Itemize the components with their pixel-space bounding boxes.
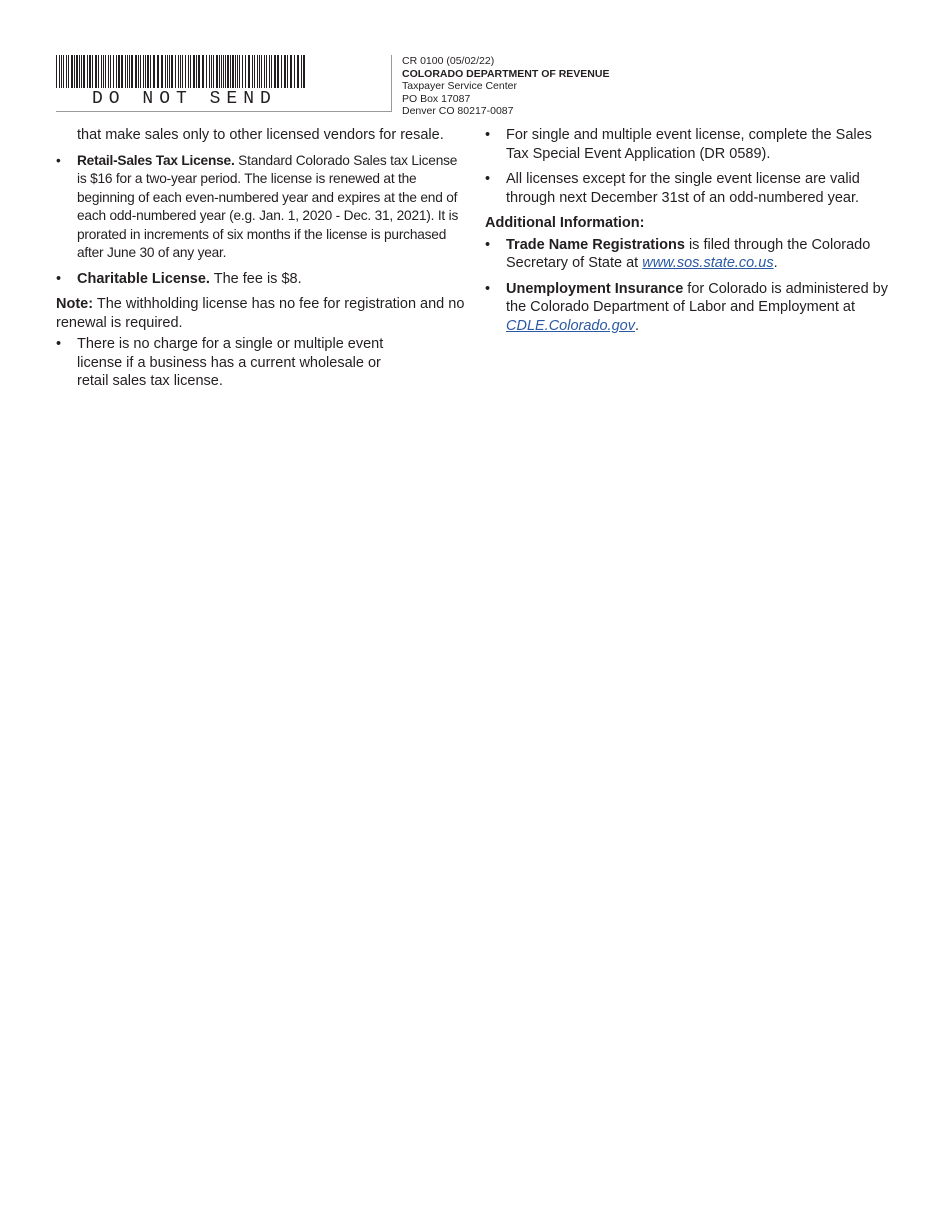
period: .	[773, 255, 778, 271]
address-line: PO Box 17087	[402, 92, 471, 105]
charitable-license-title: Charitable License.	[77, 270, 210, 287]
trade-name-body: is filed through the Colorado Secretary of State at	[506, 236, 871, 271]
period: .	[634, 317, 639, 334]
note-label: Note:	[56, 296, 94, 312]
retail-license-item	[56, 152, 468, 263]
bullet: •	[56, 270, 62, 287]
retail-license-title: Retail-Sales Tax License.	[77, 152, 235, 168]
left-column	[56, 126, 468, 398]
address-line: Denver CO 80217-0087	[402, 105, 514, 117]
bullet: •	[485, 171, 491, 187]
unemployment-title: Unemployment Insurance	[506, 280, 684, 297]
retail-license-body: Standard Colorado Sales tax License is $16 for a two-year period. The license is renewed at the beginning of each even-numbered year and expires at the end of each odd-numbered year (e.g. Jan. 1, 2020 - Dec. 31, 2021). It is prorated in increments of six months if the license is purchased after June 30 of any year.	[77, 152, 459, 260]
valid-through-item	[485, 170, 895, 207]
right-column	[485, 126, 895, 342]
department-name: COLORADO DEPARTMENT OF REVENUE	[402, 67, 610, 80]
event-apply-text: For single and multiple event license, complete the Sales Tax Special Event Application (DR 0589).	[506, 127, 872, 162]
form-number: CR 0100 (05/02/22)	[402, 55, 495, 67]
withholding-note	[56, 295, 468, 332]
barcode-block	[56, 55, 392, 112]
bullet: •	[56, 336, 62, 352]
trade-name-title: Trade Name Registrations	[506, 236, 685, 253]
cdle-link[interactable]: CDLE.Colorado.gov	[506, 317, 635, 334]
bullet: •	[56, 152, 61, 168]
additional-info-heading: Additional Information:	[485, 215, 645, 231]
unemployment-body: for Colorado is administered by the Colorado Department of Labor and Employment at	[506, 280, 888, 315]
event-apply-item	[485, 126, 895, 163]
sos-link[interactable]: www.sos.state.co.us	[642, 255, 774, 271]
charitable-license-body: The fee is $8.	[213, 270, 302, 287]
form-header	[402, 55, 609, 118]
unemployment-item	[485, 280, 895, 336]
event-charge-item	[56, 335, 407, 391]
trade-name-item	[485, 236, 895, 273]
do-not-send-label: DO NOT SEND	[92, 89, 277, 109]
valid-through-text: All licenses except for the single event license are valid through next December 31st of an odd-numbered year.	[506, 171, 860, 206]
note-body: The withholding license has no fee for registration and no renewal is required.	[56, 296, 465, 331]
event-charge-text: There is no charge for a single or multiple event license if a business has a current wholesale or retail sales tax license.	[77, 336, 384, 389]
charitable-license-item	[56, 270, 468, 289]
address-line: Taxpayer Service Center	[402, 80, 517, 92]
continuation-text: that make sales only to other licensed vendors for resale.	[77, 127, 444, 143]
bullet: •	[485, 127, 491, 143]
bullet: •	[485, 236, 491, 253]
barcode-image	[56, 55, 308, 88]
bullet: •	[485, 280, 491, 297]
